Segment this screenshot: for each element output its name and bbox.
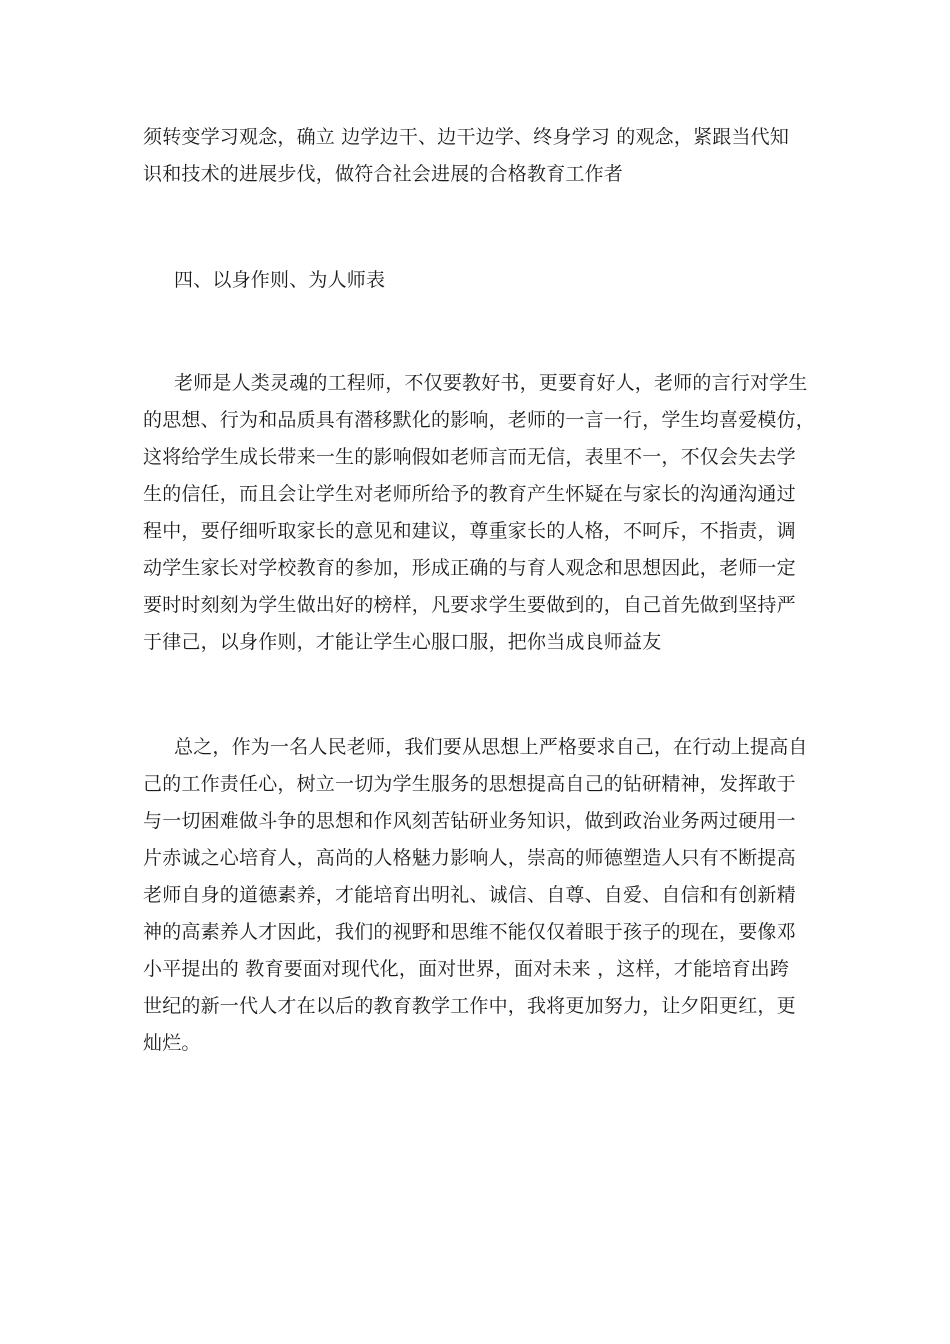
body-text-line: 与一切困难做斗争的思想和作风刻苦钻研业务知识，做到政治业务两过硬用一 xyxy=(143,810,796,832)
body-text-line: 灿烂。 xyxy=(143,1032,201,1054)
section-heading: 四、以身作则、为人师表 xyxy=(174,269,386,291)
body-text-line: 片赤诚之心培育人，高尚的人格魅力影响人，崇高的师德塑造人只有不断提高 xyxy=(143,847,796,869)
body-text-line: 的思想、行为和品质具有潜移默化的影响，老师的一言一行，学生均喜爱模仿， xyxy=(143,409,816,431)
body-text-line: 生的信任，而且会让学生对老师所给予的教育产生怀疑在与家长的沟通沟通过 xyxy=(143,483,796,505)
body-text-line: 总之，作为一名人民老师，我们要从思想上严格要求自己，在行动上提高自 xyxy=(174,736,808,758)
body-text-line: 神的高素养人才因此，我们的视野和思维不能仅仅着眼于孩子的现在，要像邓 xyxy=(143,921,796,943)
body-text-line: 己的工作责任心，树立一切为学生服务的思想提高自己的钻研精神，发挥敢于 xyxy=(143,773,796,795)
body-text-line: 老师自身的道德素养，才能培育出明礼、诚信、自尊、自爱、自信和有创新精 xyxy=(143,884,796,906)
body-text-line: 老师是人类灵魂的工程师，不仅要教好书，更要育好人，老师的言行对学生 xyxy=(174,372,808,394)
body-text-line: 动学生家长对学校教育的参加，形成正确的与育人观念和思想因此，老师一定 xyxy=(143,557,796,579)
body-text-line: 这将给学生成长带来一生的影响假如老师言而无信，表里不一，不仅会失去学 xyxy=(143,446,796,468)
body-text-line: 程中，要仔细听取家长的意见和建议，尊重家长的人格，不呵斥，不指责，调 xyxy=(143,520,796,542)
body-text-line: 小平提出的 教育要面对现代化，面对世界，面对未来 ，这样，才能培育出跨 xyxy=(143,958,790,980)
body-text-line: 须转变学习观念，确立 边学边干、边干边学、终身学习 的观念，紧跟当代知 xyxy=(143,126,790,148)
body-text-line: 于律己，以身作则，才能让学生心服口服，把你当成良师益友 xyxy=(143,631,662,653)
body-text-line: 世纪的新一代人才在以后的教育教学工作中，我将更加努力，让夕阳更红，更 xyxy=(143,995,796,1017)
body-text-line: 要时时刻刻为学生做出好的榜样，凡要求学生要做到的，自己首先做到坚持严 xyxy=(143,594,796,616)
body-text-line: 识和技术的进展步伐，做符合社会进展的合格教育工作者 xyxy=(143,163,624,185)
